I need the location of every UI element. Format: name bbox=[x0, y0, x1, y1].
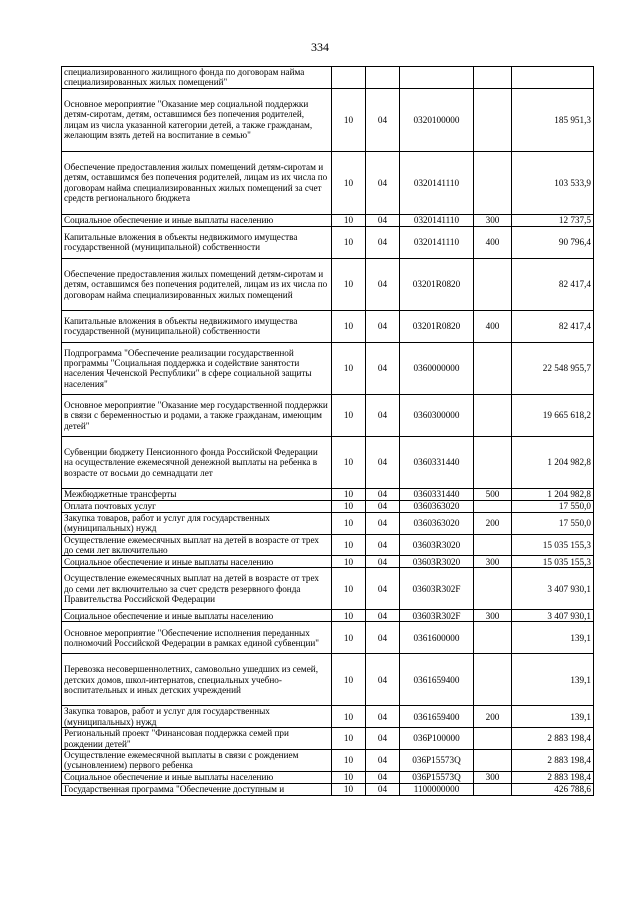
row-target-article: 03603R302F bbox=[400, 568, 474, 610]
row-subsection: 04 bbox=[366, 556, 400, 568]
row-name: Перевозка несовершеннолетних, самовольно ушедших из семей, детских домов, школ-интернатов, специальных учебно-воспитательных и иных детских учреждений bbox=[62, 654, 332, 706]
row-target-article: 0320141110 bbox=[400, 226, 474, 258]
row-expense-type bbox=[474, 534, 512, 556]
table-row bbox=[62, 610, 594, 622]
table-row bbox=[62, 512, 594, 534]
row-amount: 185 951,3 bbox=[512, 88, 594, 151]
page-number: 334 bbox=[311, 40, 329, 54]
row-target-article: 036P15573Q bbox=[400, 771, 474, 783]
table-row bbox=[62, 750, 594, 772]
table-row bbox=[62, 568, 594, 610]
row-target-article: 03603R3020 bbox=[400, 534, 474, 556]
row-expense-type: 500 bbox=[474, 488, 512, 500]
row-section bbox=[332, 67, 366, 89]
row-section: 10 bbox=[332, 654, 366, 706]
row-section: 10 bbox=[332, 88, 366, 151]
row-target-article: 03603R302F bbox=[400, 610, 474, 622]
row-subsection: 04 bbox=[366, 654, 400, 706]
row-section: 10 bbox=[332, 342, 366, 394]
table-row bbox=[62, 214, 594, 226]
row-amount: 15 035 155,3 bbox=[512, 556, 594, 568]
row-amount: 19 665 618,2 bbox=[512, 394, 594, 436]
row-section: 10 bbox=[332, 226, 366, 258]
row-name: Оплата почтовых услуг bbox=[62, 500, 332, 512]
row-name: Осуществление ежемесячных выплат на детей в возрасте от трех до семи лет включительно bbox=[62, 534, 332, 556]
row-section: 10 bbox=[332, 622, 366, 654]
row-amount: 17 550,0 bbox=[512, 512, 594, 534]
row-subsection: 04 bbox=[366, 783, 400, 795]
table-row bbox=[62, 622, 594, 654]
table-row bbox=[62, 728, 594, 750]
row-name: специализированного жилищного фонда по договорам найма специализированных жилых помещений" bbox=[62, 67, 332, 89]
row-amount: 90 796,4 bbox=[512, 226, 594, 258]
row-section: 10 bbox=[332, 771, 366, 783]
row-target-article: 0320141110 bbox=[400, 214, 474, 226]
table-row bbox=[62, 310, 594, 342]
row-amount: 2 883 198,4 bbox=[512, 750, 594, 772]
row-target-article: 0360331440 bbox=[400, 436, 474, 488]
row-amount: 3 407 930,1 bbox=[512, 568, 594, 610]
row-subsection: 04 bbox=[366, 394, 400, 436]
row-name: Социальное обеспечение и иные выплаты населению bbox=[62, 610, 332, 622]
row-subsection: 04 bbox=[366, 706, 400, 728]
row-amount: 17 550,0 bbox=[512, 500, 594, 512]
row-target-article: 0360300000 bbox=[400, 394, 474, 436]
row-subsection: 04 bbox=[366, 512, 400, 534]
row-name: Межбюджетные трансферты bbox=[62, 488, 332, 500]
row-expense-type bbox=[474, 654, 512, 706]
row-name: Закупка товаров, работ и услуг для государственных (муниципальных) нужд bbox=[62, 706, 332, 728]
row-section: 10 bbox=[332, 728, 366, 750]
row-expense-type bbox=[474, 568, 512, 610]
table-row bbox=[62, 88, 594, 151]
table-row bbox=[62, 226, 594, 258]
row-name: Социальное обеспечение и иные выплаты населению bbox=[62, 556, 332, 568]
row-subsection: 04 bbox=[366, 568, 400, 610]
row-name: Основное мероприятие "Оказание мер социальной поддержки детям-сиротам, детям, оставшимся без попечения родителей, лицам из числа указанной категории детей, а также гражданам, желающим взять детей на воспитание в семью" bbox=[62, 88, 332, 151]
row-target-article: 03201R0820 bbox=[400, 310, 474, 342]
row-expense-type bbox=[474, 436, 512, 488]
row-target-article: 0360331440 bbox=[400, 488, 474, 500]
row-subsection: 04 bbox=[366, 750, 400, 772]
row-name: Капитальные вложения в объекты недвижимого имущества государственной (муниципальной) собственности bbox=[62, 226, 332, 258]
row-name: Обеспечение предоставления жилых помещений детям-сиротам и детям, оставшимся без попечения родителей, лицам из их числа по договорам найма специализированных жилых помещений за счет средств регионального бюджета bbox=[62, 151, 332, 214]
table-row bbox=[62, 556, 594, 568]
row-subsection: 04 bbox=[366, 310, 400, 342]
row-name: Основное мероприятие "Обеспечение исполнения переданных полномочий Российской Федерации в рамках единой субвенции" bbox=[62, 622, 332, 654]
row-name: Социальное обеспечение и иные выплаты населению bbox=[62, 214, 332, 226]
row-section: 10 bbox=[332, 556, 366, 568]
row-expense-type bbox=[474, 151, 512, 214]
row-subsection: 04 bbox=[366, 488, 400, 500]
row-expense-type: 300 bbox=[474, 556, 512, 568]
row-subsection bbox=[366, 67, 400, 89]
row-subsection: 04 bbox=[366, 771, 400, 783]
row-section: 10 bbox=[332, 258, 366, 310]
row-amount: 1 204 982,8 bbox=[512, 488, 594, 500]
row-target-article bbox=[400, 67, 474, 89]
table-row bbox=[62, 342, 594, 394]
row-section: 10 bbox=[332, 568, 366, 610]
row-amount: 2 883 198,4 bbox=[512, 728, 594, 750]
row-name: Основное мероприятие "Оказание мер государственной поддержки в связи с беременностью и родами, а также гражданам, имеющим детей" bbox=[62, 394, 332, 436]
row-section: 10 bbox=[332, 500, 366, 512]
row-subsection: 04 bbox=[366, 534, 400, 556]
table-row bbox=[62, 654, 594, 706]
table-row bbox=[62, 771, 594, 783]
budget-table-body bbox=[62, 67, 594, 796]
row-name: Обеспечение предоставления жилых помещений детям-сиротам и детям, оставшимся без попечения родителей, лицам из их числа по договорам найма специализированных жилых помещений bbox=[62, 258, 332, 310]
row-target-article: 03201R0820 bbox=[400, 258, 474, 310]
row-expense-type bbox=[474, 728, 512, 750]
row-name: Осуществление ежемесячных выплат на детей в возрасте от трех до семи лет включительно за счет средств резервного фонда Правительства Российской Федерации bbox=[62, 568, 332, 610]
row-amount: 139,1 bbox=[512, 654, 594, 706]
row-expense-type bbox=[474, 258, 512, 310]
row-subsection: 04 bbox=[366, 342, 400, 394]
row-amount: 82 417,4 bbox=[512, 310, 594, 342]
row-amount: 103 533,9 bbox=[512, 151, 594, 214]
row-amount: 2 883 198,4 bbox=[512, 771, 594, 783]
row-expense-type: 400 bbox=[474, 226, 512, 258]
row-expense-type: 400 bbox=[474, 310, 512, 342]
row-subsection: 04 bbox=[366, 500, 400, 512]
row-target-article: 036P15573Q bbox=[400, 750, 474, 772]
row-amount: 1 204 982,8 bbox=[512, 436, 594, 488]
budget-table bbox=[61, 66, 594, 796]
row-section: 10 bbox=[332, 750, 366, 772]
row-section: 10 bbox=[332, 151, 366, 214]
row-section: 10 bbox=[332, 394, 366, 436]
row-name: Социальное обеспечение и иные выплаты населению bbox=[62, 771, 332, 783]
row-name: Осуществление ежемесячной выплаты в связи с рождением (усыновлением) первого ребенка bbox=[62, 750, 332, 772]
row-target-article: 03603R3020 bbox=[400, 556, 474, 568]
table-row bbox=[62, 258, 594, 310]
row-target-article: 0361600000 bbox=[400, 622, 474, 654]
row-amount: 12 737,5 bbox=[512, 214, 594, 226]
row-target-article: 036P100000 bbox=[400, 728, 474, 750]
row-expense-type bbox=[474, 500, 512, 512]
row-expense-type: 200 bbox=[474, 706, 512, 728]
row-target-article: 0320141110 bbox=[400, 151, 474, 214]
row-amount bbox=[512, 67, 594, 89]
row-section: 10 bbox=[332, 512, 366, 534]
row-section: 10 bbox=[332, 610, 366, 622]
row-name: Субвенции бюджету Пенсионного фонда Российской Федерации на осуществление ежемесячной денежной выплаты на ребенка в возрасте от восьми до семнадцати лет bbox=[62, 436, 332, 488]
row-target-article: 1100000000 bbox=[400, 783, 474, 795]
row-expense-type bbox=[474, 783, 512, 795]
row-amount: 139,1 bbox=[512, 706, 594, 728]
row-name: Закупка товаров, работ и услуг для государственных (муниципальных) нужд bbox=[62, 512, 332, 534]
row-amount: 82 417,4 bbox=[512, 258, 594, 310]
row-target-article: 0361659400 bbox=[400, 654, 474, 706]
table-row bbox=[62, 394, 594, 436]
row-section: 10 bbox=[332, 214, 366, 226]
row-target-article: 0360000000 bbox=[400, 342, 474, 394]
row-name: Капитальные вложения в объекты недвижимого имущества государственной (муниципальной) собственности bbox=[62, 310, 332, 342]
row-amount: 22 548 955,7 bbox=[512, 342, 594, 394]
row-subsection: 04 bbox=[366, 151, 400, 214]
row-subsection: 04 bbox=[366, 622, 400, 654]
row-expense-type bbox=[474, 67, 512, 89]
row-section: 10 bbox=[332, 783, 366, 795]
row-name: Подпрограмма "Обеспечение реализации государственной программы "Социальная поддержка и содействие занятости населения Чеченской Республики" в сфере социальной защиты населения" bbox=[62, 342, 332, 394]
row-name: Государственная программа "Обеспечение доступным и bbox=[62, 783, 332, 795]
row-amount: 15 035 155,3 bbox=[512, 534, 594, 556]
row-target-article: 0320100000 bbox=[400, 88, 474, 151]
row-expense-type bbox=[474, 750, 512, 772]
table-row bbox=[62, 67, 594, 89]
row-target-article: 0360363020 bbox=[400, 500, 474, 512]
table-row bbox=[62, 436, 594, 488]
row-subsection: 04 bbox=[366, 226, 400, 258]
row-name: Региональный проект "Финансовая поддержка семей при рождении детей" bbox=[62, 728, 332, 750]
table-row bbox=[62, 488, 594, 500]
row-subsection: 04 bbox=[366, 610, 400, 622]
row-section: 10 bbox=[332, 488, 366, 500]
row-subsection: 04 bbox=[366, 728, 400, 750]
row-target-article: 0360363020 bbox=[400, 512, 474, 534]
row-amount: 426 788,6 bbox=[512, 783, 594, 795]
row-expense-type bbox=[474, 622, 512, 654]
row-section: 10 bbox=[332, 436, 366, 488]
row-expense-type bbox=[474, 394, 512, 436]
row-expense-type bbox=[474, 342, 512, 394]
row-expense-type bbox=[474, 88, 512, 151]
row-expense-type: 300 bbox=[474, 214, 512, 226]
row-section: 10 bbox=[332, 706, 366, 728]
row-expense-type: 200 bbox=[474, 512, 512, 534]
row-expense-type: 300 bbox=[474, 610, 512, 622]
table-row bbox=[62, 706, 594, 728]
row-section: 10 bbox=[332, 310, 366, 342]
table-row bbox=[62, 783, 594, 795]
row-target-article: 0361659400 bbox=[400, 706, 474, 728]
table-row bbox=[62, 500, 594, 512]
row-subsection: 04 bbox=[366, 436, 400, 488]
table-row bbox=[62, 534, 594, 556]
row-subsection: 04 bbox=[366, 258, 400, 310]
row-expense-type: 300 bbox=[474, 771, 512, 783]
row-amount: 139,1 bbox=[512, 622, 594, 654]
row-subsection: 04 bbox=[366, 214, 400, 226]
row-amount: 3 407 930,1 bbox=[512, 610, 594, 622]
row-subsection: 04 bbox=[366, 88, 400, 151]
table-row bbox=[62, 151, 594, 214]
row-section: 10 bbox=[332, 534, 366, 556]
